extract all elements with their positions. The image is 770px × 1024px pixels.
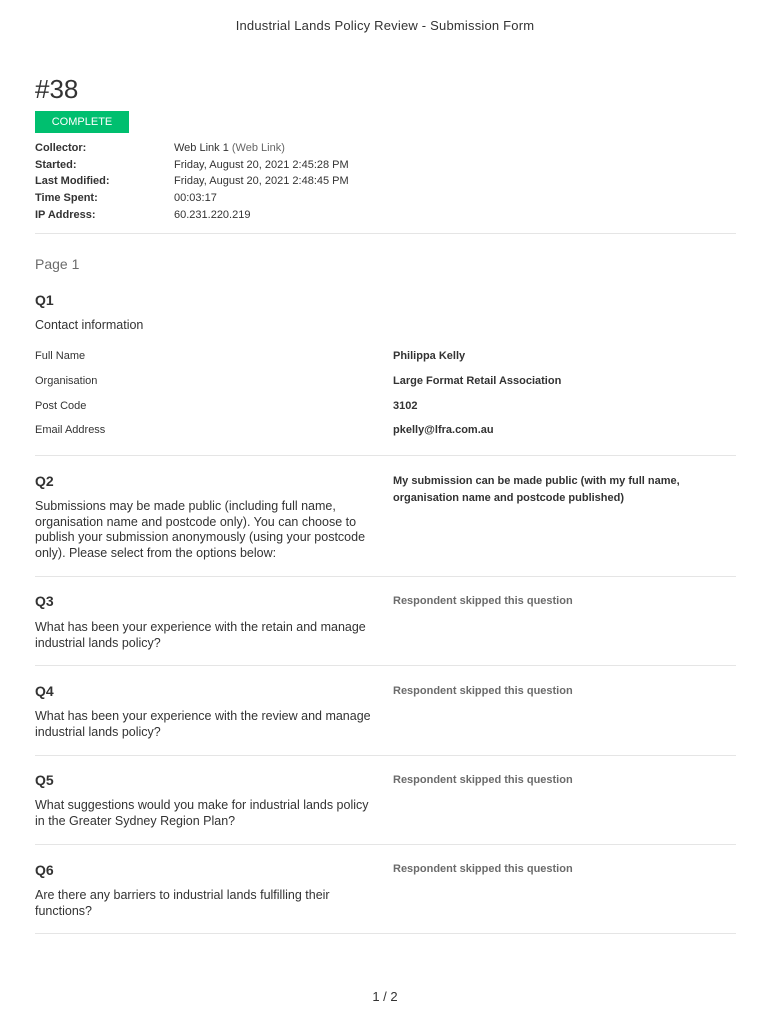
divider [35,755,736,756]
question-text-q4: What has been your experience with the review and manage industrial lands policy? [35,709,371,739]
meta-label: Collector: [35,142,87,155]
meta-row-started [35,157,349,174]
meta-label: Last Modified: [35,175,110,188]
meta-row-collector [35,140,349,157]
meta-value [174,142,285,154]
contact-label-email: Email Address [35,424,106,436]
divider [35,844,736,845]
response-metadata [35,140,349,223]
divider [35,665,736,666]
page-label: Page 1 [35,256,80,272]
question-text-q5: What suggestions would you make for industrial lands policy in the Greater Sydney Region Plan? [35,798,369,828]
response-number: #38 [35,74,79,104]
question-number-q1: Q1 [35,292,54,308]
contact-value-organisation: Large Format Retail Association [393,375,562,387]
answer-q6-skipped: Respondent skipped this question [393,863,573,875]
question-text-q6: Are there any barriers to industrial lands fulfilling their functions? [35,888,330,918]
answer-q2: My submission can be made public (with my full name, organisation name and postcode published) [393,475,680,504]
meta-label: Time Spent: [35,192,98,205]
divider [35,455,736,456]
question-text-q1: Contact information [35,318,144,332]
question-number-q6: Q6 [35,862,54,878]
meta-value: 00:03:17 [174,192,217,205]
question-text-q3: What has been your experience with the retain and manage industrial lands policy? [35,620,366,650]
meta-value: Friday, August 20, 2021 2:48:45 PM [174,175,349,188]
contact-value-post-code: 3102 [393,400,418,412]
question-text-q2: Submissions may be made public (including full name, organisation name and postcode only). You can choose to publish your submission anonymously (using your postcode only). Please select from the options below: [35,499,366,560]
meta-value: 60.231.220.219 [174,208,251,221]
question-number-q5: Q5 [35,772,54,788]
meta-row-last-modified [35,173,349,190]
collector-type: (Web Link) [231,142,285,155]
meta-row-ip-address [35,206,349,223]
answer-q5-skipped: Respondent skipped this question [393,774,573,786]
page-number: 1 / 2 [372,989,398,1004]
answer-q4-skipped: Respondent skipped this question [393,685,573,697]
meta-value: Friday, August 20, 2021 2:45:28 PM [174,158,349,171]
contact-value-full-name: Philippa Kelly [393,350,466,362]
meta-label: Started: [35,158,77,171]
contact-label-full-name: Full Name [35,350,86,362]
contact-value-email: pkelly@lfra.com.au [393,424,494,436]
divider [35,233,736,234]
document-title: Industrial Lands Policy Review - Submission Form [235,18,535,33]
question-number-q4: Q4 [35,683,54,699]
question-number-q2: Q2 [35,473,54,489]
collector-name: Web Link 1 [174,142,229,155]
contact-label-post-code: Post Code [35,400,87,412]
status-badge: COMPLETE [35,111,129,133]
divider [35,933,736,934]
divider [35,576,736,577]
answer-q3-skipped: Respondent skipped this question [393,595,573,607]
question-number-q3: Q3 [35,593,54,609]
meta-row-time-spent [35,190,349,207]
contact-label-organisation: Organisation [35,375,98,387]
meta-label: IP Address: [35,208,96,221]
